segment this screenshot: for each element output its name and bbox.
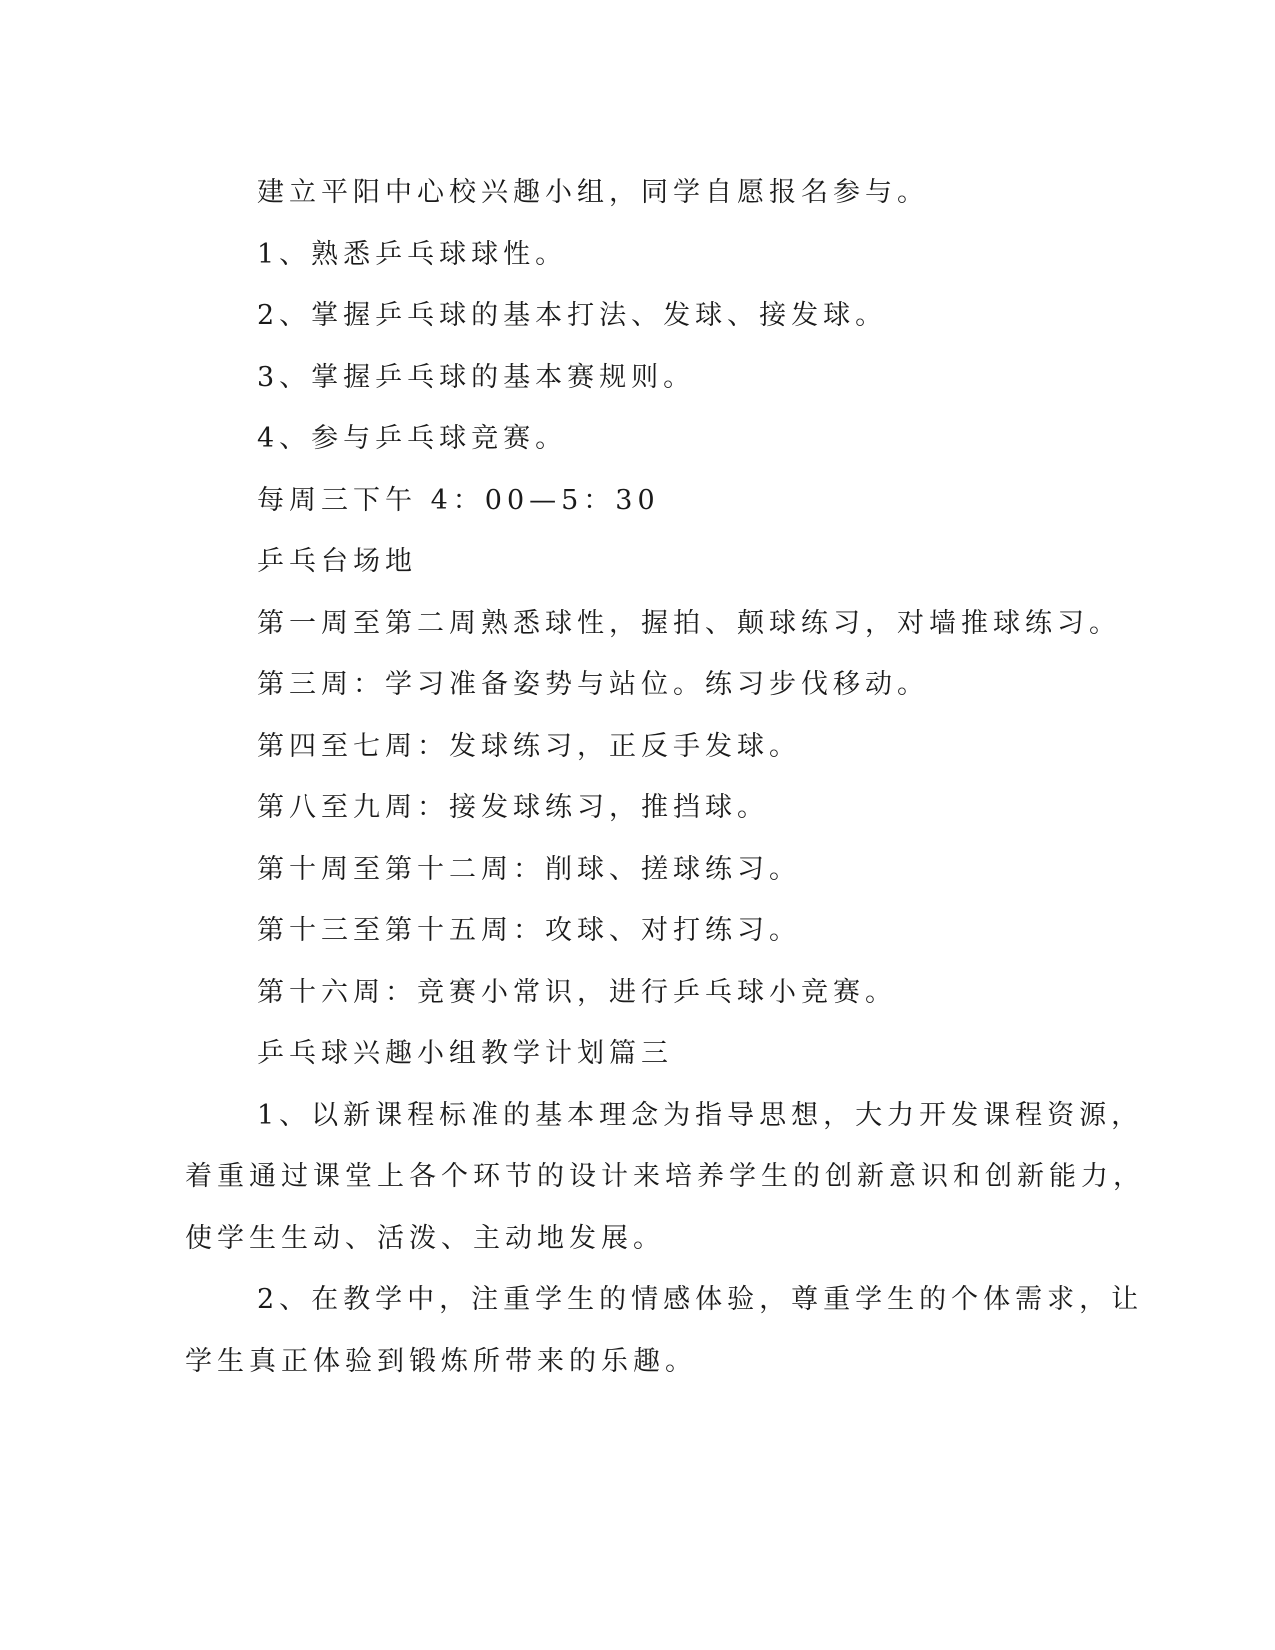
text-line: 使学生生动、活泼、主动地发展。 xyxy=(185,1222,665,1254)
text-line: 建立平阳中心校兴趣小组，同学自愿报名参与。 xyxy=(257,177,929,208)
text-line: 第一周至第二周熟悉球性，握拍、颠球练习，对墙推球练习。 xyxy=(257,607,1121,639)
text-line: 学生真正体验到锻炼所带来的乐趣。 xyxy=(185,1345,697,1377)
text-line: 1、熟悉乒乓球球性。 xyxy=(257,238,568,270)
text-line: 第十周至第十二周：削球、搓球练习。 xyxy=(257,853,801,885)
text-line: 2、在教学中，注重学生的情感体验，尊重学生的个体需求，让 xyxy=(257,1284,1144,1315)
text-line: 第八至九周：接发球练习，推挡球。 xyxy=(257,792,769,823)
paragraph-1 xyxy=(185,1085,1145,1270)
paragraph-2 xyxy=(185,1269,1144,1392)
text-line: 4、参与乒乓球竞赛。 xyxy=(257,423,568,454)
text-line: 第十三至第十五周：攻球、对打练习。 xyxy=(257,915,801,946)
text-line: 1、以新课程标准的基本理念为指导思想，大力开发课程资源， xyxy=(257,1099,1144,1131)
text-line: 第四至七周：发球练习，正反手发球。 xyxy=(257,730,801,762)
section-heading: 乒乓球兴趣小组教学计划篇三 xyxy=(257,1038,673,1069)
text-line: 每周三下午 4：00—5：30 xyxy=(257,484,660,516)
text-line: 3、掌握乒乓球的基本赛规则。 xyxy=(257,361,696,393)
text-line: 第三周：学习准备姿势与站位。练习步伐移动。 xyxy=(257,669,929,700)
text-line: 第十六周：竞赛小常识，进行乒乓球小竞赛。 xyxy=(257,976,897,1008)
text-line: 乒乓台场地 xyxy=(257,546,417,577)
text-line: 2、掌握乒乓球的基本打法、发球、接发球。 xyxy=(257,300,888,331)
document-body xyxy=(185,162,1145,1392)
text-line: 着重通过课堂上各个环节的设计来培养学生的创新意识和创新能力， xyxy=(185,1161,1145,1192)
